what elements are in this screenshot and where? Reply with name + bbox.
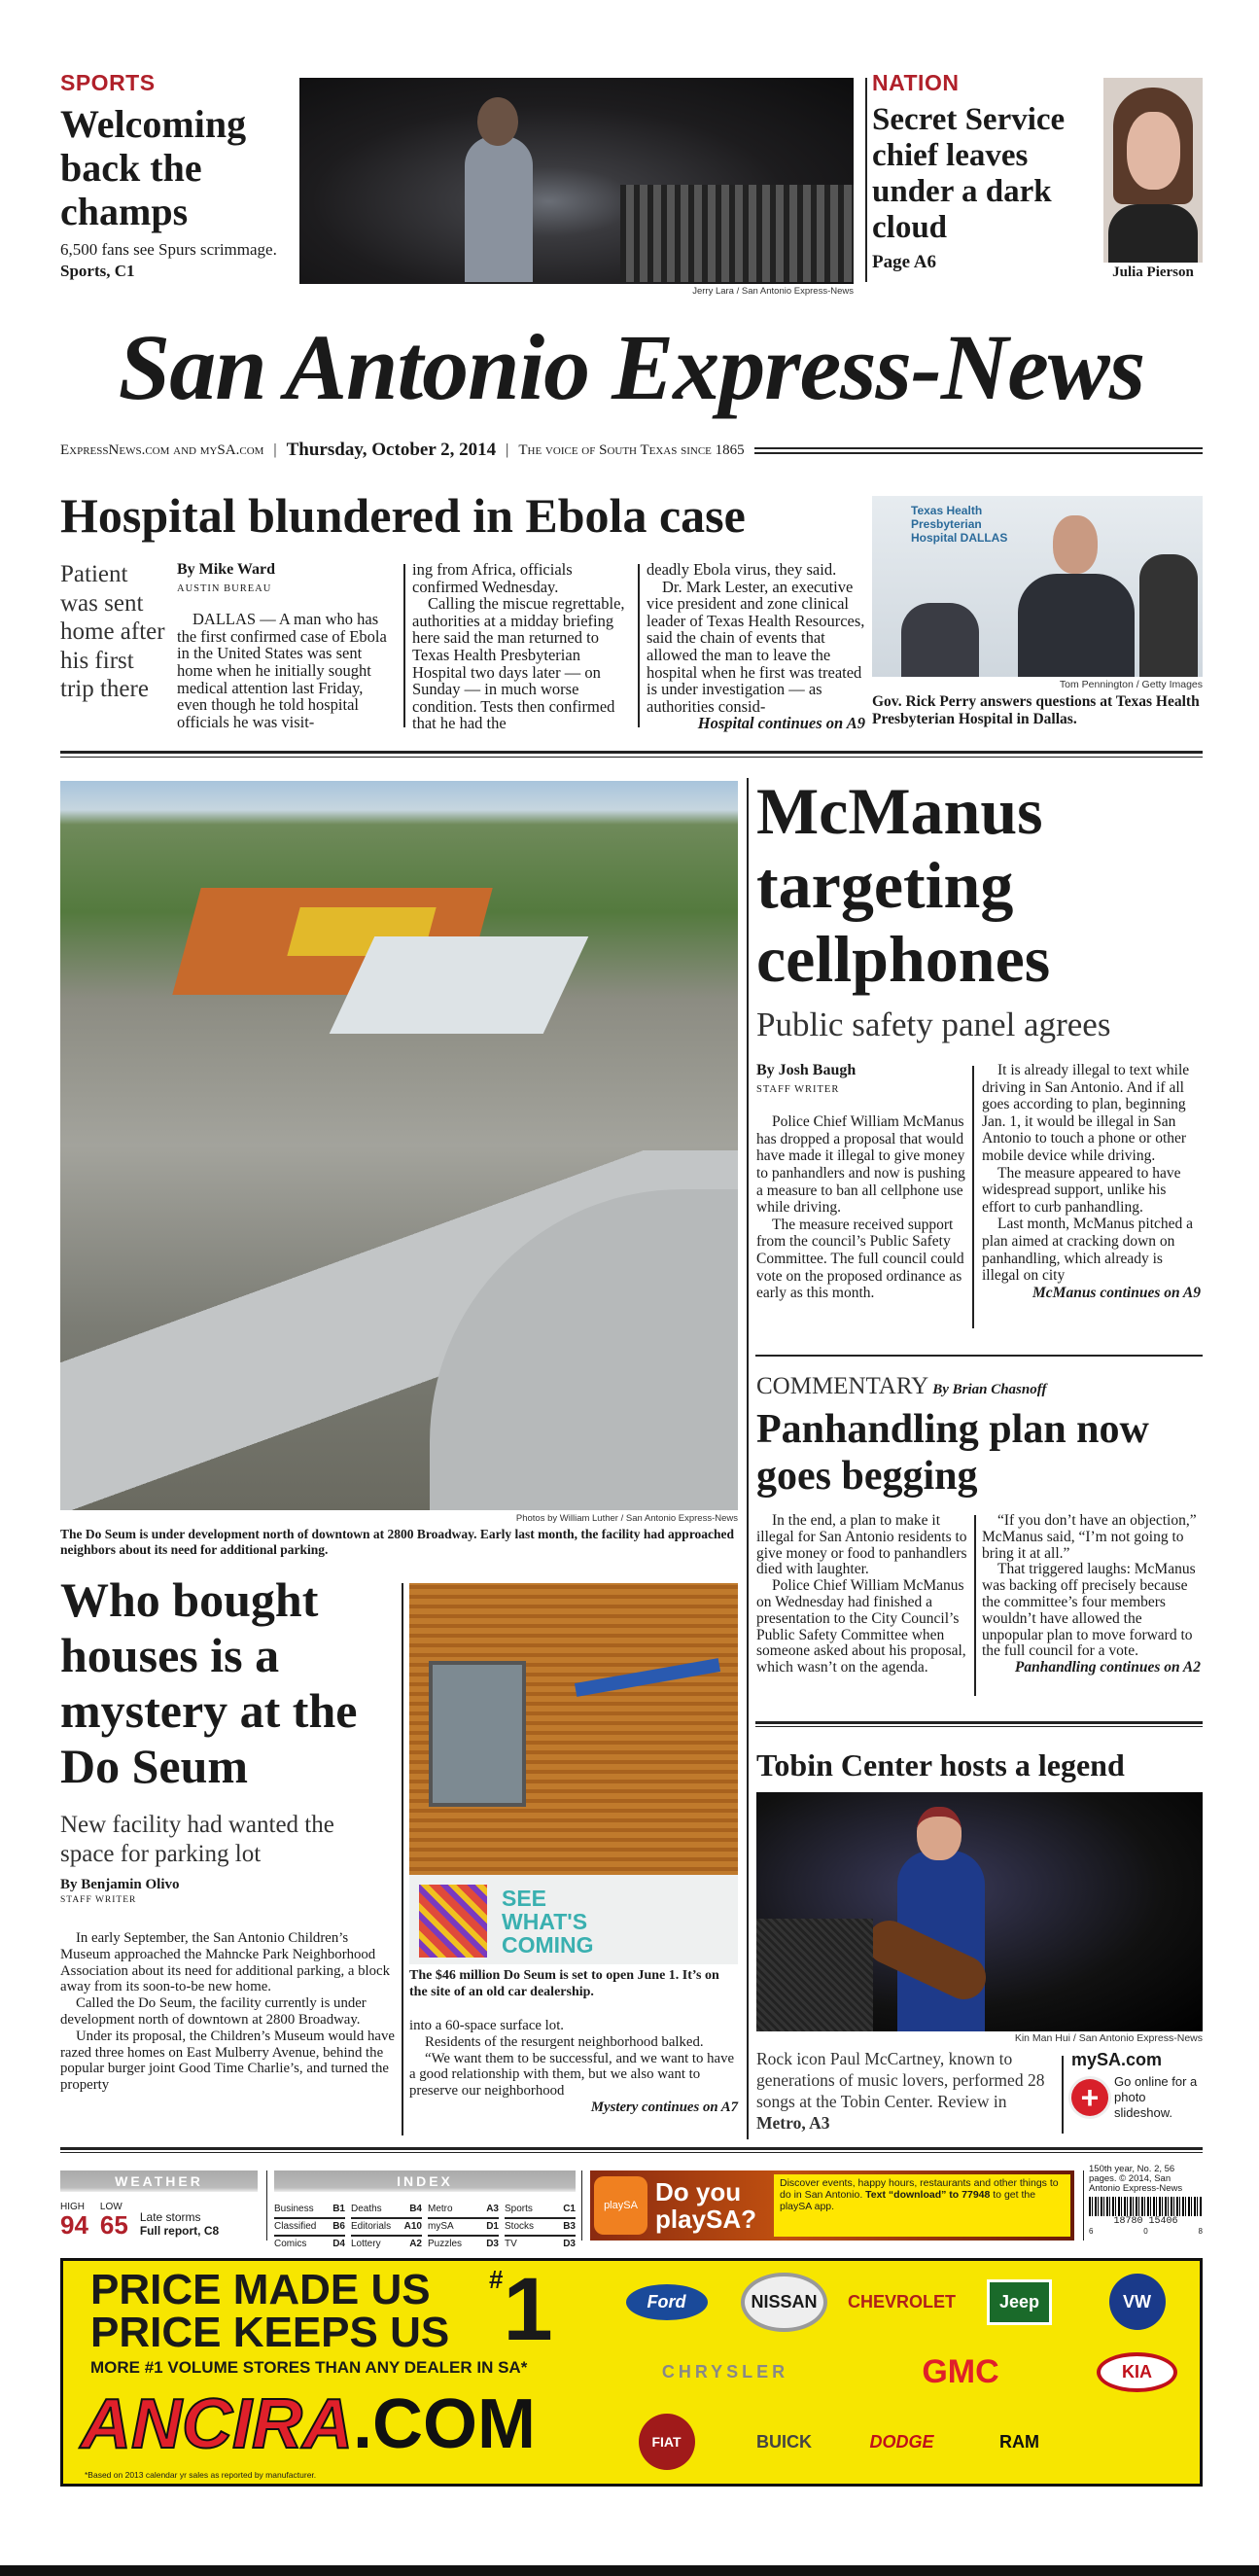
tobin-photo-credit: Kin Man Hui / San Antonio Express-News (1014, 2032, 1203, 2044)
mysa-promo-title[interactable]: mySA.com (1071, 2050, 1163, 2069)
commentary-headline[interactable]: Panhandling plan now goes begging (756, 1407, 1149, 1499)
playsa-text: Discover events, happy hours, restaurants and other things to do in San Antonio. (780, 2177, 1059, 2201)
commentary-label-row (756, 1373, 1199, 1400)
index-item[interactable]: Stocks B3 (505, 2219, 576, 2237)
doseum-byline: By Benjamin Olivo (60, 1877, 180, 1892)
index-item[interactable]: Classified B6 (274, 2219, 345, 2237)
mysa-promo-text: Go online for a photo slideshow. (1114, 2074, 1198, 2120)
doseum-photo-caption: The Do Seum is under development north of downtown at 2800 Broadway. Early last month, the facility had approached neighbors about its need for additional parking. (60, 1527, 735, 1557)
playsa-logo: playSA (594, 2176, 647, 2235)
doseum-building-photo (409, 1583, 738, 1964)
section-rule (755, 1721, 1203, 1727)
ad-line3: MORE #1 VOLUME STORES THAN ANY DEALER IN SA* (90, 2358, 528, 2377)
column-rule (747, 778, 749, 2139)
index-box (274, 2170, 576, 2252)
doseum-byline-block (60, 1877, 391, 1905)
ram-logo: RAM (999, 2431, 1039, 2452)
mccartney-photo (756, 1792, 1203, 2031)
ebola-col-1: By Mike Ward AUSTIN BUREAU DALLAS — A man who has the first confirmed case of Ebola in the United States was sent home when he initially sought medical attention last Friday, even though he told hospital officials he was visit- (177, 561, 396, 730)
julia-pierson-caption: Julia Pierson (1112, 265, 1194, 280)
mcmanus-jump[interactable]: McManus continues on A9 (1032, 1284, 1201, 1301)
col-rule (972, 1066, 974, 1328)
sports-teaser[interactable] (60, 70, 290, 282)
doseum-aerial-photo (60, 781, 738, 1510)
doseum-deck: New facility had wanted the space for parking lot (60, 1812, 334, 1867)
ebola-bureau: AUSTIN BUREAU (177, 582, 272, 594)
mcmanus-col-2: It is already illegal to text while driving in San Antonio. And if all goes according to plan, beginning Jan. 1, it would be illegal in San Antonio to touch a phone or other mobile device while driving. The measure appeared to have widespread support, unlike his effort to curb panhandling. Last month, McManus pitched a plan aimed at cracking down on panhandling, which already is illegal on city McManus continues on A9 (982, 1062, 1201, 1301)
commentary-label: COMMENTARY (756, 1373, 929, 1399)
index-item[interactable]: Sports C1 (505, 2202, 576, 2219)
index-label: INDEX (274, 2170, 576, 2192)
tobin-ref: Metro, A3 (756, 2113, 830, 2133)
index-item[interactable]: Metro A3 (428, 2202, 499, 2219)
fiat-logo: FIAT (639, 2414, 695, 2470)
chevrolet-logo: CHEVROLET (847, 2291, 956, 2311)
mcmanus-bureau: STAFF WRITER (756, 1083, 840, 1095)
doseum-photo-credit: Photos by William Luther / San Antonio Express-News (515, 1513, 738, 1524)
doseum-photo-caption: The $46 million Do Seum is set to open June 1. It’s on the site of an old car dealership. (409, 1968, 719, 1999)
ebola-headline[interactable]: Hospital blundered in Ebola case (60, 488, 746, 543)
col-rule (638, 564, 640, 727)
ebola-jump[interactable]: Hospital continues on A9 (697, 714, 865, 733)
index-grid (274, 2202, 576, 2252)
barcode (1089, 2197, 1203, 2216)
nation-ref: Page A6 (872, 252, 936, 272)
ad-line1: PRICE MADE US (90, 2266, 431, 2313)
col-rule (403, 564, 405, 727)
ad-footnote: *Based on 2013 calendar yr sales as reported by manufacturer. (85, 2470, 317, 2480)
index-item[interactable]: Lottery A2 (351, 2239, 422, 2249)
teaser-divider (865, 78, 867, 282)
commentary-col-1: In the end, a plan to make it illegal for San Antonio residents to give money or food to panhandlers died with laughter. Police Chief William McManus on Wednesday had finished a presentation to the City Council’s Public Safety Committee when someone asked about his proposal, which wasn’t on the agenda. (756, 1512, 967, 1676)
ancira-ad[interactable]: PRICE MADE US PRICE KEEPS US #1 MORE #1 VOLUME STORES THAN ANY DEALER IN SA* ANCIRA.COM *Based on 2013 calendar yr sales as reported by manufacturer. Ford NISSAN CHEVROLET Jeep VW CHRYSLER GMC KIA FIAT BUICK DODGE RAM (60, 2258, 1203, 2487)
nation-kicker: NATION (872, 70, 960, 95)
weather-ref: Full report, C8 (139, 2224, 220, 2238)
perry-photo-caption: Gov. Rick Perry answers questions at Texas Health Presbyterian Hospital in Dallas. (872, 693, 1200, 727)
mcmanus-col-1: By Josh Baugh STAFF WRITER Police Chief William McManus has dropped a proposal that would have made it illegal to give money to panhandlers and now is pushing a measure to ban all cellphone use while driving. The measure received support from the council’s Public Safety Committee. The full council could vote on the proposed ordinance as early as this month. (756, 1062, 968, 1302)
weather-box[interactable] (60, 2170, 258, 2238)
tobin-headline[interactable]: Tobin Center hosts a legend (756, 1747, 1125, 1782)
section-rule (60, 2147, 1203, 2153)
mcmanus-byline: By Josh Baugh (756, 1062, 857, 1078)
doseum-sign: SEE WHAT'S COMING (502, 1886, 594, 1958)
ford-logo: Ford (626, 2284, 708, 2320)
commentary-jump[interactable]: Panhandling continues on A2 (1014, 1659, 1201, 1676)
col-rule (1083, 2170, 1084, 2241)
brand-logos (608, 2267, 1196, 2477)
plus-icon[interactable]: + (1071, 2079, 1108, 2116)
col-rule (974, 1515, 976, 1696)
tobin-text: Rock icon Paul McCartney, known to generations of music lovers, performed 28 songs at the Tobin Center. Review in Metro, A3 (756, 2049, 1045, 2133)
playsa-ad[interactable]: playSA Do you playSA? Discover events, happy hours, restaurants and other things to do in San Antonio. Text “download” to 77948 to get the playSA app. (590, 2170, 1074, 2241)
masthead-title[interactable]: San Antonio Express-News (118, 315, 1145, 419)
low-label: LOW (99, 2202, 122, 2212)
chrysler-logo: CHRYSLER (661, 2361, 789, 2382)
section-rule (60, 751, 1203, 758)
doseum-headline[interactable]: Who bought houses is a mystery at the Do Seum (60, 1572, 358, 1793)
ad-line2: PRICE KEEPS US (90, 2309, 450, 2356)
nation-headline[interactable]: Secret Service chief leaves under a dark cloud (872, 102, 1066, 245)
vw-logo: VW (1109, 2274, 1166, 2330)
low-temp: 65 (99, 2210, 128, 2240)
nation-teaser[interactable] (872, 70, 1096, 273)
dateline: ExpressNews.com and mySA.com | Thursday, October 2, 2014 | The voice of South Texas since 1865 (60, 440, 1203, 461)
sports-summary: 6,500 fans see Spurs scrimmage. (60, 240, 277, 259)
ad-number-one: 1 (503, 2260, 553, 2359)
ebola-deck: Patient was sent home after his first trip there (60, 561, 165, 702)
rick-perry-photo (872, 496, 1203, 677)
dateline-sites[interactable]: ExpressNews.com and mySA.com (60, 441, 264, 458)
col-rule (402, 1583, 403, 2135)
edition-info: 150th year, No. 2, 56 pages. © 2014, San Antonio Express-News 18780 15406 6 0 8 (1089, 2164, 1203, 2236)
dateline-motto: The voice of South Texas since 1865 (518, 441, 745, 458)
dateline-rule (754, 447, 1203, 454)
sports-kicker: SPORTS (60, 70, 156, 95)
hospital-sign: Texas Health Presbyterian Hospital DALLAS (911, 504, 1008, 545)
col-rule (1062, 2056, 1064, 2134)
high-temp: 94 (60, 2210, 88, 2240)
index-item[interactable]: Puzzles D3 (428, 2239, 499, 2249)
julia-pierson-photo (1103, 78, 1203, 263)
dateline-date: Thursday, October 2, 2014 (286, 440, 497, 460)
playsa-cta: Text “download” to 77948 (865, 2189, 991, 2201)
mysa-promo[interactable] (1071, 2050, 1203, 2121)
ancira-logo[interactable]: ANCIRA (81, 2385, 353, 2463)
barcode-number: 18780 15406 (1113, 2216, 1178, 2227)
sports-headline[interactable]: Welcoming back the champs (60, 102, 247, 233)
section-rule (755, 1355, 1203, 1357)
kia-logo: KIA (1097, 2352, 1177, 2392)
buick-logo: BUICK (756, 2431, 812, 2452)
weather-label: WEATHER (60, 2170, 258, 2192)
doseum-bureau: STAFF WRITER (60, 1895, 137, 1905)
perry-photo-credit: Tom Pennington / Getty Images (1059, 679, 1203, 690)
dodge-logo: DODGE (869, 2431, 934, 2452)
nissan-logo: NISSAN (741, 2273, 826, 2332)
playsa-headline: Do you playSA? (655, 2177, 757, 2234)
spurs-fans-photo (299, 78, 854, 284)
index-item[interactable]: Comics D4 (274, 2239, 345, 2249)
index-item[interactable]: TV D3 (505, 2239, 576, 2249)
doseum-col-1: In early September, the San Antonio Children’s Museum approached the Mahncke Park Neighborhood Association about its need for additional parking, a block away from its soon-to-be new home. Called the Do Seum, the facility currently is under development north of downtown at 2800 Broadway. Under its proposal, the Children’s Museum would have razed three homes on East Mulberry Avenue, behind the popular burger joint Good Time Charlie’s, and turned the property (60, 1930, 395, 2094)
index-item[interactable]: mySA D1 (428, 2219, 499, 2237)
mcmanus-headline[interactable]: McManus targeting cellphones (756, 774, 1051, 996)
commentary-byline: By Brian Chasnoff (932, 1382, 1047, 1397)
index-item[interactable]: Editorials A10 (351, 2219, 422, 2237)
doseum-col-2: into a 60-space surface lot. Residents of the resurgent neighborhood balked. “We want them to be successful, and we want to have a good relationship with them, but we also want to preserve our neighborhood Mystery continues on A7 (409, 2018, 738, 2115)
page-bottom-bar (0, 2565, 1259, 2576)
sports-ref: Sports, C1 (60, 262, 135, 280)
col-rule (266, 2170, 267, 2241)
ebola-col-3: deadly Ebola virus, they said. Dr. Mark Lester, an executive vice president and zone clinical leader of Texas Health Resources, said the chain of events that allowed the man to leave the hospital when he first was treated is under investigation — as authorities consid- Hospital continues on A9 (647, 560, 865, 733)
forecast: Late storms (139, 2210, 201, 2224)
ebola-byline: By Mike Ward (177, 561, 276, 578)
commentary-col-2: “If you don’t have an objection,” McManus said, “I’m not going to bring it at all.” That triggered laughs: McManus was backing off precisely because the committee’s four members wouldn’t have allowed the unpopular plan to move forward to the full council for a vote. Panhandling continues on A2 (982, 1512, 1201, 1676)
ebola-col-2: ing from Africa, officials confirmed Wednesday. Calling the miscue regrettable, authorities at a midday briefing here said the man returned to Texas Health Presbyterian Hospital two days later — on Sunday — in much worse condition. Tests then confirmed that he had the (412, 560, 625, 733)
gmc-logo: GMC (922, 2352, 999, 2390)
index-item[interactable]: Business B1 (274, 2202, 345, 2219)
doseum-jump[interactable]: Mystery continues on A7 (590, 2099, 738, 2115)
col-rule (581, 2170, 582, 2241)
mcmanus-deck: Public safety panel agrees (756, 1006, 1111, 1043)
index-item[interactable]: Deaths B4 (351, 2202, 422, 2219)
high-label: HIGH (60, 2202, 85, 2212)
sports-photo-credit: Jerry Lara / San Antonio Express-News (692, 286, 854, 297)
jeep-logo: Jeep (987, 2279, 1052, 2325)
